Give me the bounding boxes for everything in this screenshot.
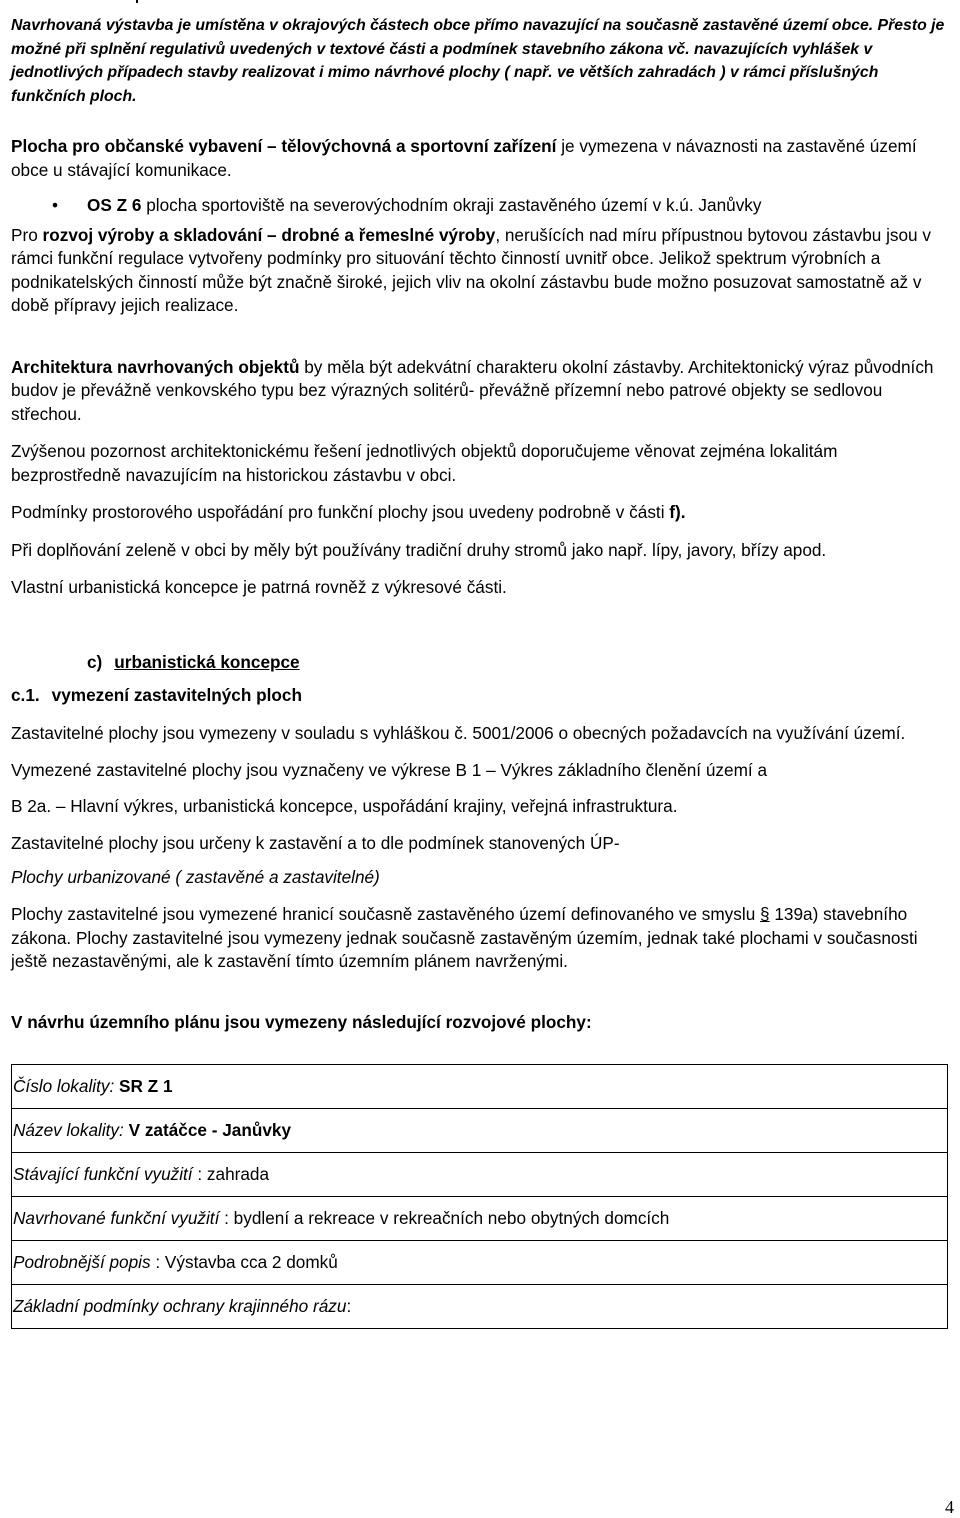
bullet-text: plocha sportoviště na severovýchodním okraji zastavěného území v k.ú. Janůvky [141, 195, 762, 215]
page-number: 4 [945, 1497, 954, 1517]
marked-line-2: B 2a. – Hlavní výkres, urbanistická koncepce, uspořádání krajiny, veřejná infrastruktura. [11, 795, 678, 816]
locality-number-cell [12, 1065, 948, 1109]
locality-name-value: V zatáčce - Janůvky [123, 1119, 292, 1140]
locality-number-label: Číslo lokality: [13, 1075, 115, 1096]
architecture-bold: Architektura navrhovaných objektů [11, 356, 300, 377]
locality-detail-value: : Výstavba cca 2 domků [150, 1251, 338, 1272]
locality-name-label: Název lokality: [13, 1119, 124, 1140]
locality-proposed-label: Navrhované funkční využití [13, 1207, 220, 1228]
section-c1-title: vymezení zastavitelných ploch [51, 685, 302, 705]
section-c-heading [11, 651, 946, 675]
marked-line-1: Vymezené zastavitelné plochy jsou vyznačeny ve výkrese B 1 – Výkres základního členění území a [11, 760, 767, 780]
locality-proposed-value: : bydlení a rekreace v rekreačních nebo obytných domcích [219, 1207, 670, 1228]
determined-paragraph: Zastavitelné plochy jsou určeny k zastavění a to dle podmínek stanovených ÚP- [11, 833, 620, 853]
conditions-bold: f). [669, 502, 686, 522]
locality-detail-label: Podrobnější popis [13, 1251, 151, 1272]
greenery-paragraph: Při doplňování zeleně v obci by měly být používány tradiční druhy stromů jako např. lípy, javory, břízy apod. [11, 539, 827, 560]
table-row [12, 1285, 948, 1329]
section-c1-label: c.1. [11, 685, 40, 705]
urbanized-heading: Plochy urbanizované ( zastavěné a zastavitelné) [11, 866, 380, 887]
table-row [12, 1197, 948, 1241]
proposal-heading: V návrhu územního plánu jsou vymezeny následující rozvojové plochy: [11, 1011, 592, 1032]
locality-current-value: : zahrada [192, 1163, 270, 1184]
locality-proposed-cell [12, 1197, 948, 1241]
section-c-label: c) [87, 651, 103, 672]
production-paragraph [11, 224, 946, 318]
conditions-paragraph [11, 501, 946, 525]
civic-rest: je vymezena v návaznosti na zastavěné území obce u stávající komunikace. [11, 136, 917, 180]
conditions-text: Podmínky prostorového uspořádání pro funkční plochy jsou uvedeny podrobně v části [11, 502, 670, 522]
definition-post: 139a) stavebního zákona. Plochy zastavitelné jsou vymezeny jednak současně zastavěným územím, jednak také plochami v současnosti ještě nezastavěnými, ale k zastavění tímto územním plánem navrženými. [11, 904, 918, 971]
definition-paragraph [11, 903, 946, 974]
locality-current-label: Stávající funkční využití [13, 1163, 193, 1184]
production-bold: rozvoj výroby a skladování – drobné a řemeslné výroby [42, 224, 496, 245]
locality-landscape-label: Základní podmínky ochrany krajinného rázu [13, 1295, 347, 1316]
definition-pre: Plochy zastavitelné jsou vymezené hranicí současně zastavěného území definovaného ve smyslu [11, 904, 761, 924]
top-mark [136, 0, 138, 3]
locality-detail-cell [12, 1241, 948, 1285]
own-concept-paragraph: Vlastní urbanistická koncepce je patrná rovněž z výkresové části. [11, 577, 507, 597]
table-row [12, 1065, 948, 1109]
locality-name-cell [12, 1109, 948, 1153]
locality-landscape-cell [12, 1285, 948, 1329]
intro-paragraph: Navrhovaná výstavba je umístěna v okrajových částech obce přímo navazující na současně zastavěné území obce. Přesto je možné při splnění regulativů uvedených v textové části a podmínek stavebního zákona vč. navazujících vyhlášek v jednotlivých případech stavby realizovat i mimo návrhové plochy ( např. ve větších zahradách ) v rámci příslušných funkčních ploch. [11, 17, 945, 105]
bullet-item [11, 194, 946, 218]
locality-table [11, 1064, 948, 1329]
decree-paragraph: Zastavitelné plochy jsou vymezeny v souladu s vyhláškou č. 5001/2006 o obecných požadavcích na využívání území. [11, 722, 906, 743]
civic-paragraph [11, 135, 946, 182]
locality-landscape-value: : [346, 1295, 352, 1316]
bullet-code: OS Z 6 [87, 195, 142, 215]
document-page [11, 14, 946, 1329]
section-c-title: urbanistická koncepce [114, 651, 300, 672]
attention-paragraph: Zvýšenou pozornost architektonickému řešení jednotlivých objektů doporučujeme věnovat zejména lokalitám bezprostředně navazujícím na historickou zástavbu v obci. [11, 441, 838, 485]
production-pre: Pro [11, 224, 43, 245]
section-c1-heading [11, 684, 946, 708]
table-row [12, 1241, 948, 1285]
locality-number-value: SR Z 1 [114, 1075, 173, 1096]
architecture-paragraph [11, 356, 946, 427]
table-row [12, 1109, 948, 1153]
table-row [12, 1153, 948, 1197]
bullet-icon: • [52, 195, 59, 215]
paragraph-sign: § [760, 904, 770, 924]
architecture-rest: by měla být adekvátní charakteru okolní zástavby. Architektonický výraz původních budov je převážně venkovského typu bez výrazných solitérů- převážně přízemní nebo patrové objekty se sedlovou střechou. [11, 356, 934, 424]
production-rest: , nerušících nad míru přípustnou bytovou zástavbu jsou v rámci funkční regulace vytvořeny podmínky pro situování těchto činností uvnitř obce. Jelikož spektrum výrobních a podnikatelských činností může být značně široké, jejich vliv na okolní zástavbu bude možno posuzovat samostatně až v době přípravy jejich realizace. [11, 224, 931, 315]
civic-bold: Plocha pro občanské vybavení – tělovýchovná a sportovní zařízení [11, 136, 557, 156]
locality-current-cell [12, 1153, 948, 1197]
